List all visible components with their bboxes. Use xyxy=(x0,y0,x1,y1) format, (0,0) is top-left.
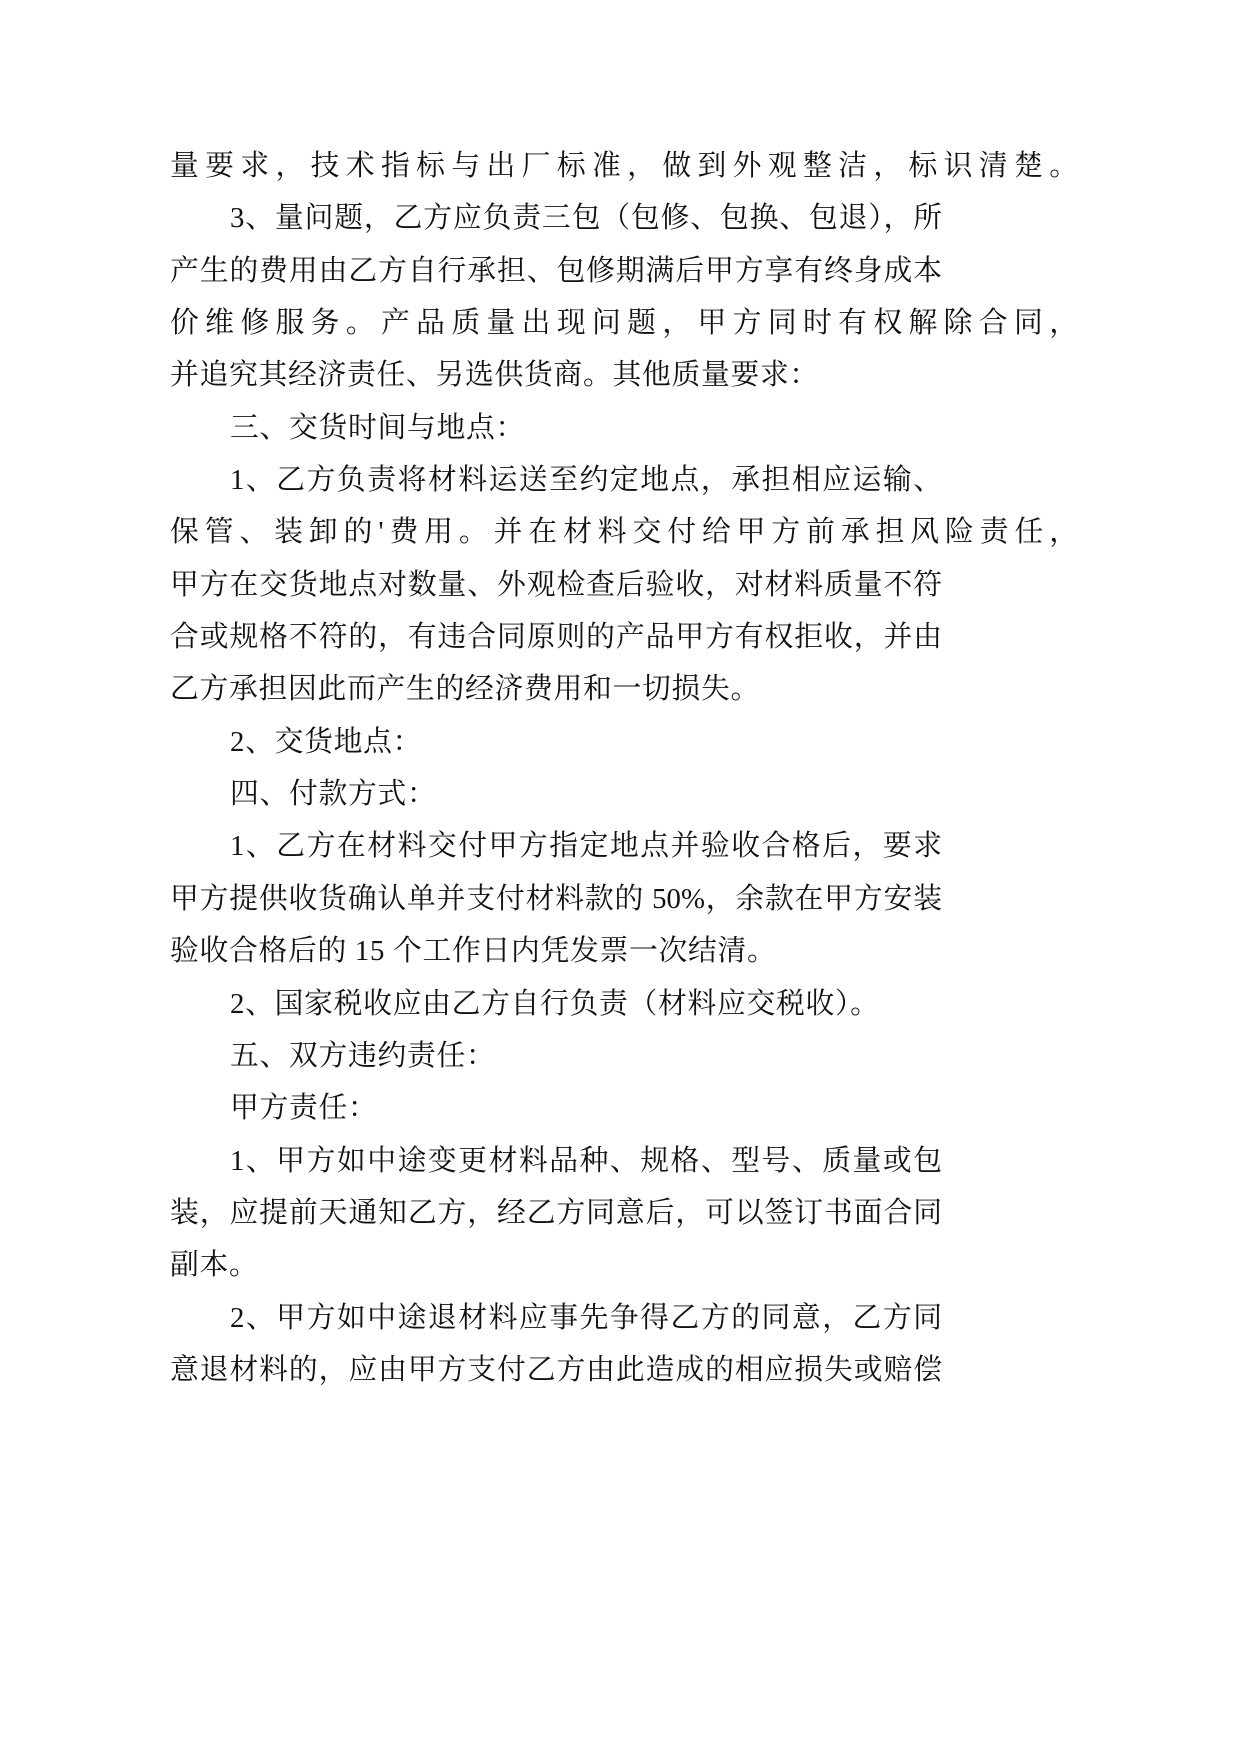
body-text-line: 合或规格不符的，有违合同原则的产品甲方有权拒收，并由 xyxy=(170,621,942,654)
clause-paragraph xyxy=(170,978,1082,1030)
clause-first-line: 2、国家税收应由乙方自行负责（材料应交税收）。 xyxy=(230,987,880,1020)
clause-paragraph xyxy=(170,820,1082,977)
paragraph-continuation xyxy=(170,140,1082,192)
body-text-line: 甲方在交货地点对数量、外观检查后验收，对材料质量不符 xyxy=(170,568,942,601)
clause-paragraph xyxy=(170,454,1082,716)
body-text-line: 保管、装卸的'费用。并在材料交付给甲方前承担风险责任， xyxy=(170,516,1078,549)
document-body xyxy=(170,140,1082,1396)
section-heading-text: 三、交货时间与地点： xyxy=(230,411,525,444)
body-text-line: 验收合格后的 15 个工作日内凭发票一次结清。 xyxy=(170,935,777,968)
section-heading-text: 四、付款方式： xyxy=(230,778,437,811)
clause-first-line: 2、甲方如中途退材料应事先争得乙方的同意，乙方同 xyxy=(230,1301,942,1334)
clause-first-line: 3、量问题，乙方应负责三包（包修、包换、包退），所 xyxy=(230,202,942,235)
body-text-line: 装，应提前天通知乙方，经乙方同意后，可以签订书面合同 xyxy=(170,1196,942,1229)
clause-paragraph xyxy=(170,1135,1082,1292)
clause-paragraph xyxy=(170,192,1082,401)
clause-first-line: 1、甲方如中途变更材料品种、规格、型号、质量或包 xyxy=(230,1144,942,1177)
section-heading-text: 五、双方违约责任： xyxy=(230,1039,496,1072)
body-text-line: 价维修服务。产品质量出现问题，甲方同时有权解除合同， xyxy=(170,307,1078,340)
body-text-line: 甲方提供收货确认单并支付材料款的 50%，余款在甲方安装 xyxy=(170,882,942,915)
body-text-line: 并追究其经济责任、另选供货商。其他质量要求： xyxy=(170,359,819,392)
section-heading xyxy=(170,768,1082,820)
section-heading xyxy=(170,402,1082,454)
section-heading xyxy=(170,1030,1082,1082)
clause-first-line: 1、乙方负责将材料运送至约定地点，承担相应运输、 xyxy=(230,464,942,497)
clause-paragraph xyxy=(170,716,1082,768)
body-text-line: 乙方承担因此而产生的经济费用和一切损失。 xyxy=(170,673,760,706)
clause-first-line: 1、乙方在材料交付甲方指定地点并验收合格后，要求 xyxy=(230,830,942,863)
clause-first-line: 2、交货地点： xyxy=(230,725,423,758)
body-text-line: 量要求，技术指标与出厂标准，做到外观整洁，标识清楚。 xyxy=(170,150,1078,182)
subsection-heading-text: 甲方责任： xyxy=(230,1092,378,1125)
clause-paragraph xyxy=(170,1292,1082,1397)
body-text-line: 副本。 xyxy=(170,1249,259,1282)
body-text-line: 产生的费用由乙方自行承担、包修期满后甲方享有终身成本 xyxy=(170,254,942,287)
subsection-heading xyxy=(170,1082,1082,1134)
body-text-line: 意退材料的，应由甲方支付乙方由此造成的相应损失或赔偿 xyxy=(170,1353,942,1386)
